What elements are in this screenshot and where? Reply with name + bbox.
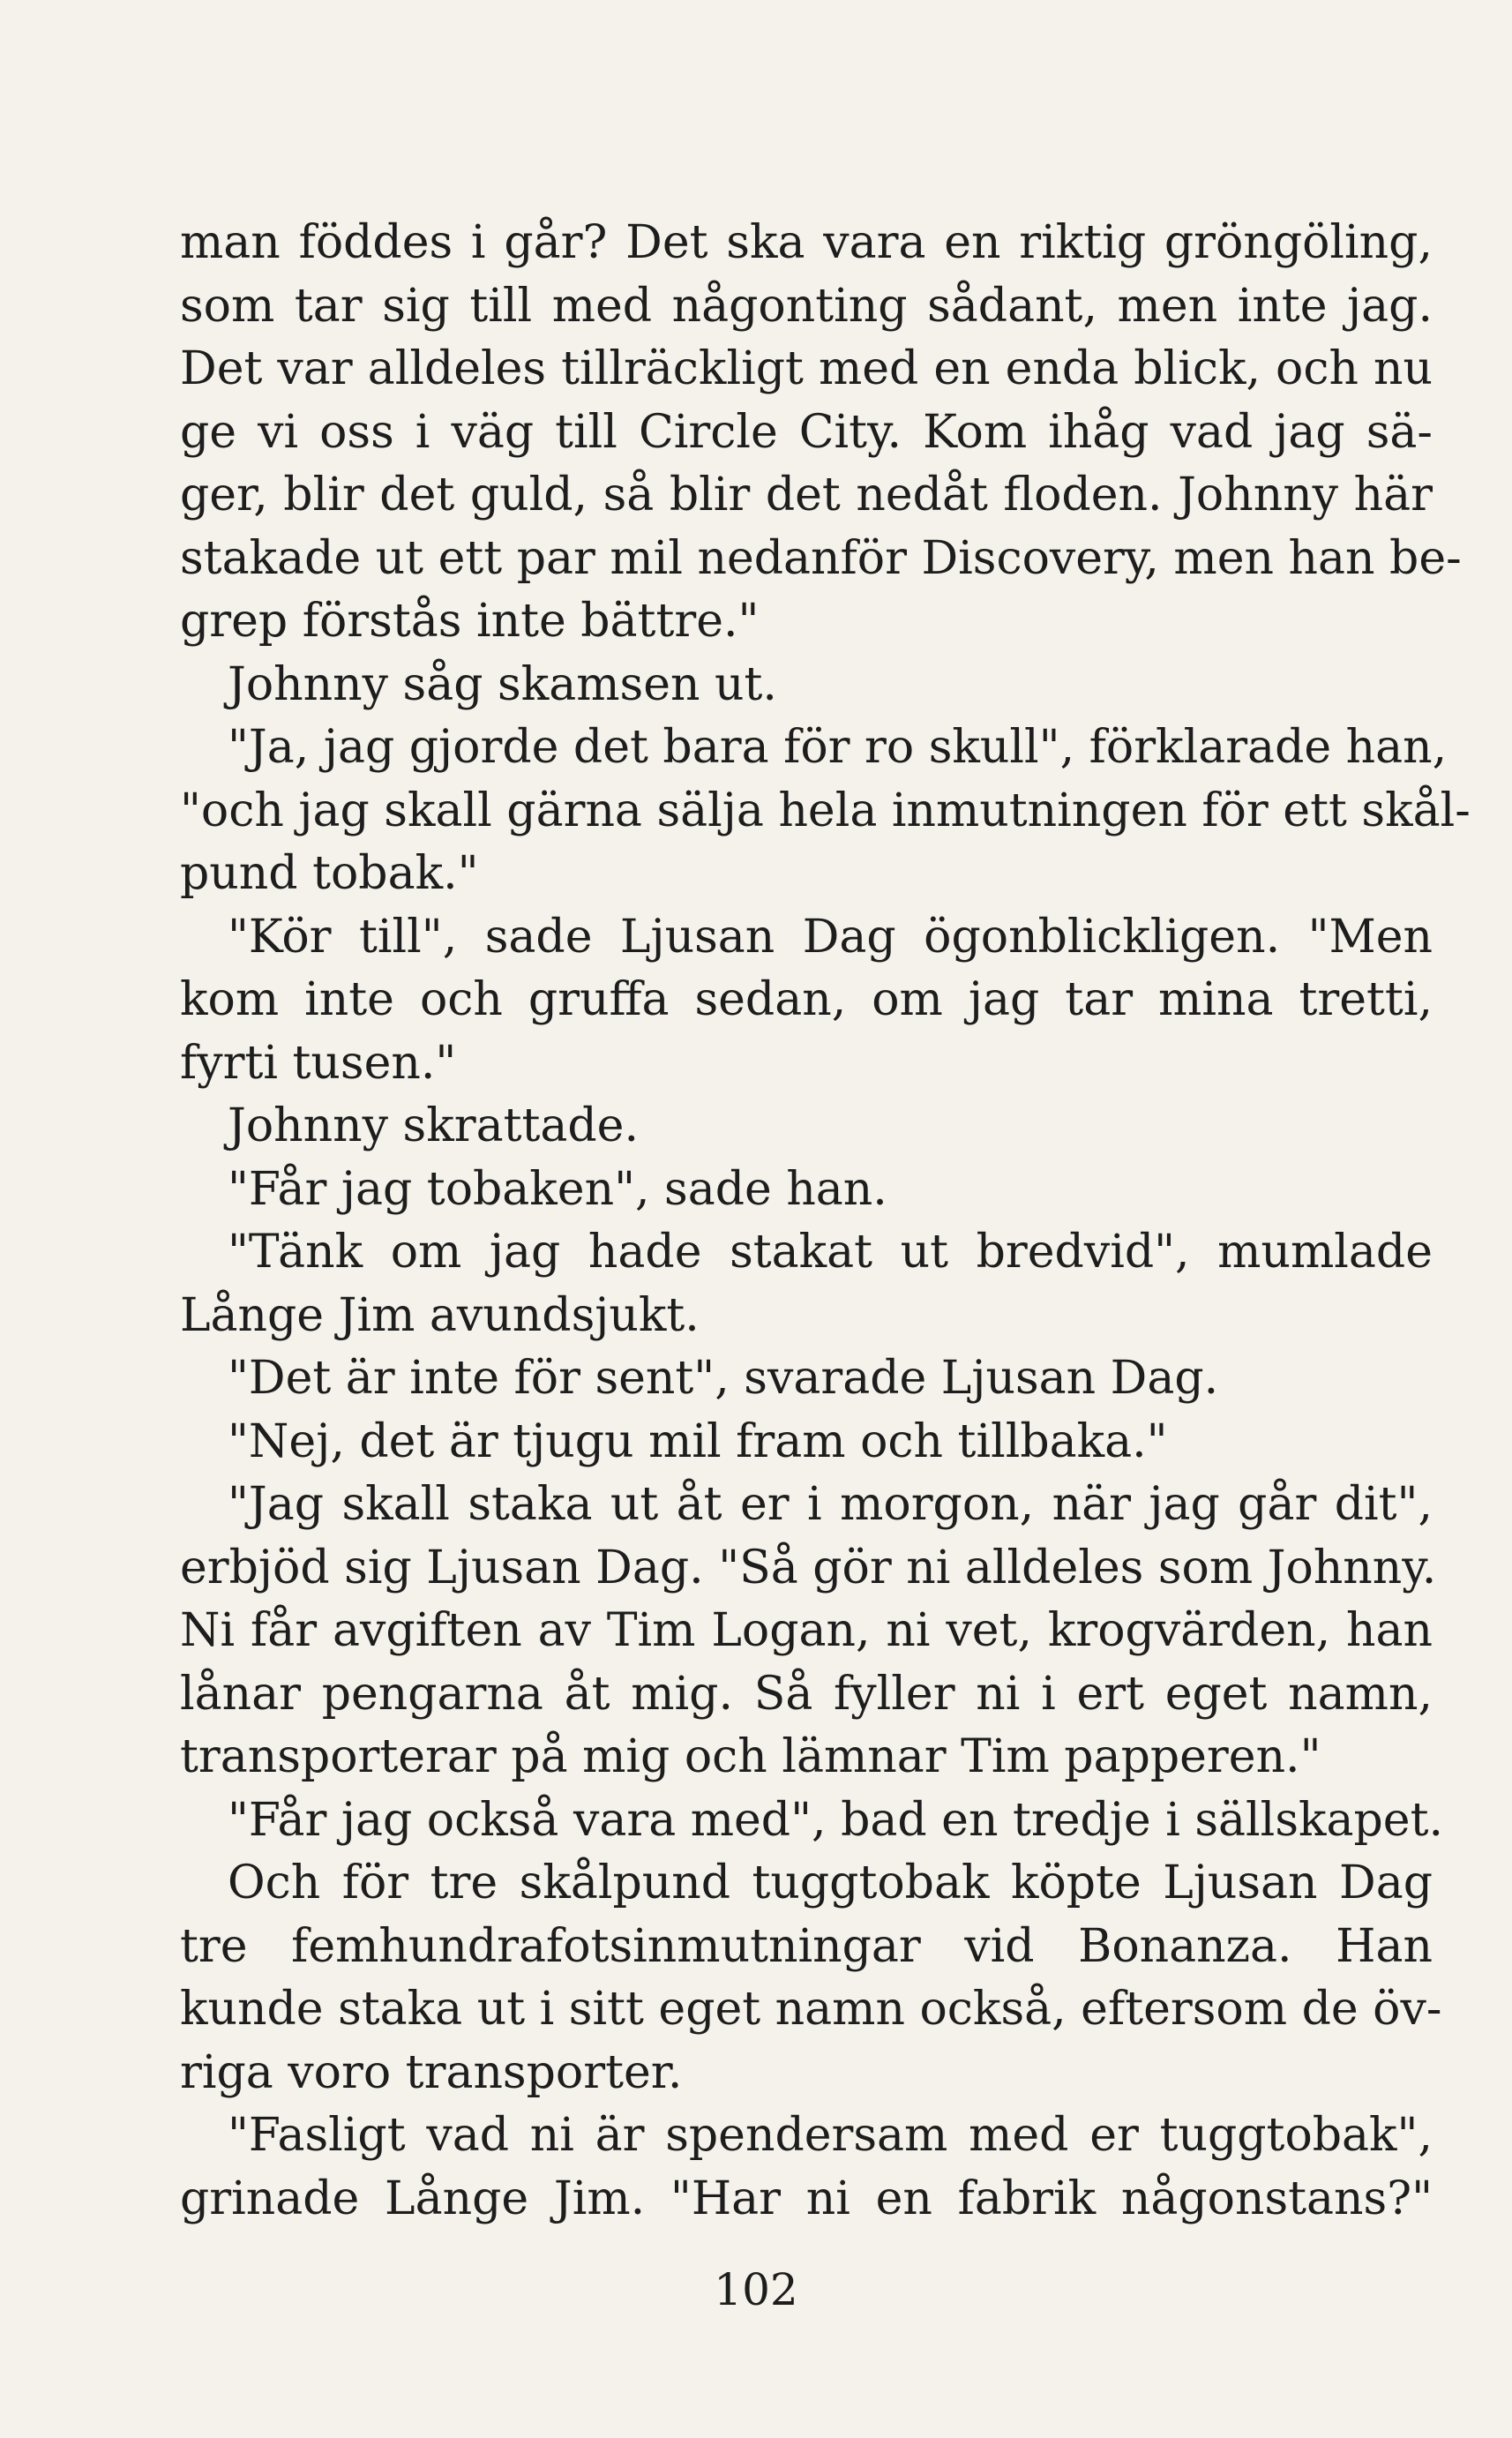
- text-line: Det var alldeles tillräckligt med en enda blick, och nu: [180, 342, 1433, 395]
- page-number: 102: [714, 2264, 798, 2315]
- text-line: ge vi oss i väg till Circle City. Kom ihåg vad jag sä-: [180, 405, 1433, 459]
- text-line: kunde staka ut i sitt eget namn också, eftersom de öv-: [180, 1983, 1442, 2036]
- text-line: Johnny såg skamsen ut.: [228, 657, 777, 711]
- text-line: "Ja, jag gjorde det bara för ro skull", förklarade han,: [228, 721, 1448, 774]
- text-line: grinade Långe Jim. "Har ni en fabrik någonstans?": [180, 2172, 1433, 2225]
- text-line: tre femhundrafotsinmutningar vid Bonanza. Han: [180, 1919, 1433, 1973]
- text-line: grep förstås inte bättre.": [180, 595, 760, 648]
- text-line: "Nej, det är tjugu mil fram och tillbaka.": [228, 1414, 1168, 1468]
- text-line: fyrti tusen.": [180, 1036, 457, 1090]
- text-line: pund tobak.": [180, 847, 479, 900]
- text-line: transporterar på mig och lämnar Tim papperen.": [180, 1730, 1321, 1783]
- text-line: "Det är inte för sent", svarade Ljusan Dag.: [228, 1352, 1219, 1405]
- text-line: "Kör till", sade Ljusan Dag ögonblickligen. "Men: [228, 910, 1433, 964]
- text-line: "och jag skall gärna sälja hela inmutningen för ett skål-: [180, 784, 1471, 837]
- text-line: man föddes i går? Det ska vara en riktig gröngöling,: [180, 216, 1433, 269]
- text-line: kom inte och gruffa sedan, om jag tar mina tretti,: [180, 973, 1433, 1026]
- text-line: Långe Jim avundsjukt.: [180, 1288, 700, 1342]
- text-line: ger, blir det guld, så blir det nedåt floden. Johnny här: [180, 469, 1433, 521]
- text-line: "Får jag tobaken", sade han.: [228, 1162, 887, 1216]
- text-line: Johnny skrattade.: [228, 1099, 639, 1152]
- text-line: erbjöd sig Ljusan Dag. "Så gör ni alldeles som Johnny.: [180, 1541, 1437, 1594]
- text-line: som tar sig till med någonting sådant, men inte jag.: [180, 279, 1433, 333]
- text-line: stakade ut ett par mil nedanför Discovery, men han be-: [180, 531, 1462, 585]
- text-line: Ni får avgiften av Tim Logan, ni vet, krogvärden, han: [180, 1604, 1433, 1657]
- text-line: "Tänk om jag hade stakat ut bredvid", mumlade: [228, 1226, 1433, 1279]
- text-line: "Fasligt vad ni är spendersam med er tuggtobak",: [228, 2109, 1433, 2162]
- text-line: Och för tre skålpund tuggtobak köpte Ljusan Dag: [228, 1857, 1433, 1909]
- text-line: "Får jag också vara med", bad en tredje i sällskapet.: [228, 1793, 1443, 1847]
- text-line: riga voro transporter.: [180, 2045, 683, 2099]
- text-line: lånar pengarna åt mig. Så fyller ni i ert eget namn,: [180, 1667, 1433, 1721]
- body-text: [180, 212, 1471, 2231]
- text-line: "Jag skall staka ut åt er i morgon, när jag går dit",: [228, 1478, 1433, 1531]
